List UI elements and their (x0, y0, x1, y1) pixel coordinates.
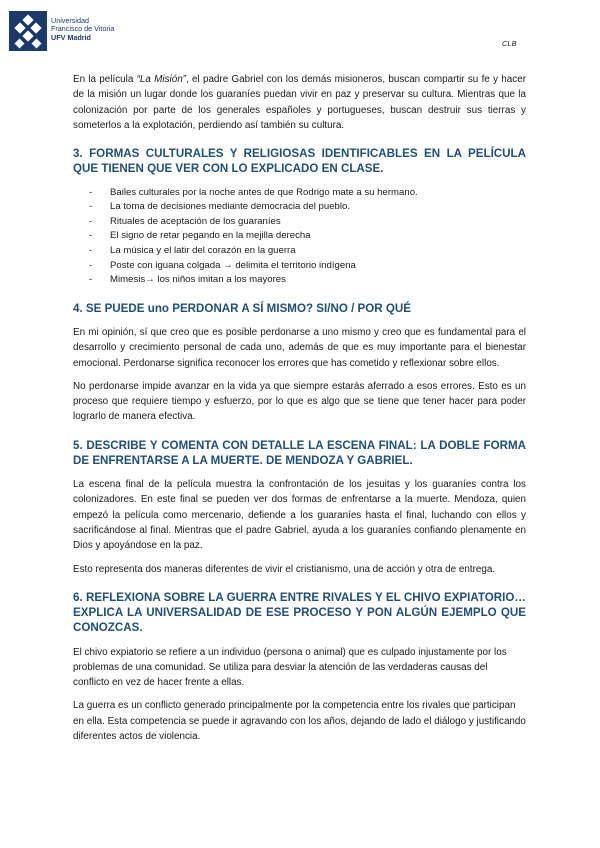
list-item: - Mimesis→ los niños imitan a los mayores (73, 273, 526, 288)
section-5-heading: 5. DESCRIBE Y COMENTA CON DETALLE LA ESCENA FINAL: LA DOBLE FORMA DE ENFRENTARSE A LA MUERTE. DE MENDOZA Y GABRIEL. (73, 438, 526, 467)
list-item: - La música y el latir del corazón en la guerra (73, 244, 526, 259)
list-item: - El signo de retar pegando en la mejilla derecha (73, 229, 526, 244)
section-6-paragraph-2: La guerra es un conflicto generado principalmente por la competencia entre los rivales que participan en ella. Esta competencia se puede ir agravando con los años, dejando de lado el diálogo y justificando diferentes actos de violencia. (73, 700, 526, 743)
logo-line-1: Universidad (51, 16, 89, 25)
logo-text (51, 17, 114, 42)
section-6-heading: 6. REFLEXIONA SOBRE LA GUERRA ENTRE RIVALES Y EL CHIVO EXPIATORIO… EXPLICA LA UNIVERSALIDAD DE ESE PROCESO Y PON ALGÚN EJEMPLO QUE CONOZCAS. (73, 590, 526, 635)
logo-line-3: UFV Madrid (51, 32, 91, 42)
section-4-heading: 4. SE PUEDE uno PERDONAR A SÍ MISMO? SI/NO / POR QUÉ (73, 301, 411, 315)
cultural-forms-list (73, 186, 526, 288)
section-5-paragraph-2: Esto representa dos maneras diferentes de vivir el cristianismo, una de acción y otra de entrega. (73, 563, 496, 575)
film-title: “La Misión” (136, 74, 186, 85)
ufv-logo-icon (9, 11, 47, 51)
section-6-paragraph-1: El chivo expiatorio se refiere a un individuo (persona o animal) que es culpado injustamente por los problemas de una comunidad. Se utiliza para desviar la atención de las verdaderas causas del conflicto en vez de hacer frente a ellas. (73, 646, 507, 689)
section-4-paragraph-2: No perdonarse impide avanzar en la vida ya que siempre estarás aferrado a esos errores. Esto es un proceso que requiere tiempo y esfuerzo, por lo que es algo que se tiene que tener hacer para poder lograrlo de manera efectiva. (73, 380, 526, 423)
university-logo (9, 11, 129, 53)
document-body (73, 72, 526, 744)
intro-paragraph (73, 72, 526, 133)
list-item: - Rituales de aceptación de los guaraníes (73, 215, 526, 230)
list-item: - Bailes culturales por la noche antes de que Rodrigo mate a su hermano. (73, 186, 526, 201)
section-5-paragraph-1: La escena final de la película muestra la confrontación de los jesuitas y los guaraníes contra los colonizadores. En este final se pueden ver dos formas de enfrentarse a la muerte. Mendoza, quien empezó la película como mercenario, defiende a los guaraníes hasta el final, luchando con ellos y sacrificándose al final. Mientras que el padre Gabriel, ayuda a los guaraníes confiando plenamente en Dios y apoyándose en la paz. (73, 479, 526, 552)
intro-rest: , el padre Gabriel con los demás misioneros, buscan compartir su fe y hacer de la misión un lugar donde los guaraníes puedan vivir en paz y preservar su cultura. Mientras que la colonización por parte de los generales españoles y portugueses, buscan destruir sus tierras y someterlos a la explotación, perdiendo así también su cultura. (73, 74, 526, 131)
author-initials: CLB (502, 39, 517, 48)
list-item: - Poste con iguana colgada → delimita el territorio indígena (73, 259, 526, 274)
logo-line-2: Francisco de Vitoria (51, 24, 115, 34)
intro-prefix: En la película (73, 74, 137, 85)
section-3-heading: 3. FORMAS CULTURALES Y RELIGIOSAS IDENTIFICABLES EN LA PELÍCULA QUE TIENEN QUE VER CON LO EXPLICADO EN CLASE. (73, 147, 526, 176)
list-item: - La toma de decisiones mediante democracia del pueblo. (73, 200, 526, 215)
section-4-paragraph-1: En mi opinión, sí que creo que es posible perdonarse a uno mismo y creo que es fundamental para el desarrollo y crecimiento personal de cada uno, además de que es muy importante para el bienestar emocional. Perdonarse significa reconocer los errores que has cometido y reflexionar sobre ellos. (73, 326, 526, 369)
